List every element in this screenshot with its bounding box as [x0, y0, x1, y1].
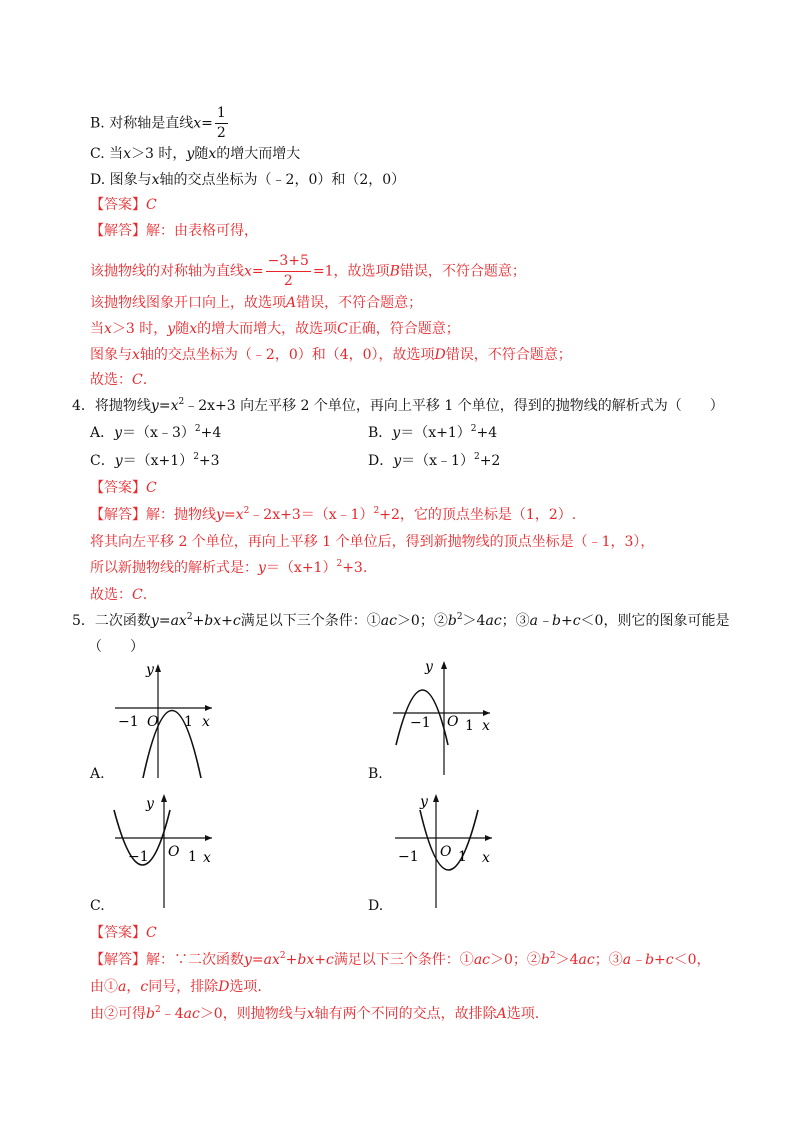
graph-c — [110, 790, 220, 910]
q3-solution-line-4: 当x＞3 时，y随x的增大而增大，故选项C正确，符合题意； — [90, 321, 460, 337]
x-axis-arrow — [205, 705, 212, 711]
fraction: $\frac{-3+5}{2}$ — [267, 253, 309, 289]
tick-neg1: −1 — [398, 849, 419, 865]
q5-solution-line-3: 由②可得$b^2﹣4ac>0$，则抛物线与x轴有两个不同的交点，故排除A选项. — [90, 1005, 540, 1022]
graph-b-label: B. — [368, 766, 383, 782]
q4-option-a: A．y＝（x﹣3）$^2$+4 — [90, 424, 222, 441]
q4-option-b: B．$y=(x+1)^2+4$ — [368, 424, 498, 441]
graph-b — [388, 655, 498, 777]
tick-neg1: −1 — [128, 849, 149, 865]
q4-solution-line-4: 故选：C. — [90, 587, 148, 603]
x-axis-arrow — [485, 835, 492, 841]
graph-d-plot — [390, 790, 500, 910]
graph-c-label: C. — [90, 898, 105, 914]
y-axis-label: y — [146, 796, 154, 812]
graph-c-plot — [110, 790, 220, 910]
q5-stem: 5．二次函数$y=ax^2+bx+c$满足以下三个条件：①ac＞0；$②b^2>4ac$；③a﹣b+c＜0，则它的图象可能是 — [72, 612, 730, 629]
q5-answer: 【答案】C — [90, 925, 157, 941]
q3-solution-line-2: 该抛物线的对称轴为直线x= $\frac{-3+5}{2}$ =1，故选项B错误，不符合题意； — [90, 253, 526, 289]
graph-d-label: D. — [368, 898, 384, 914]
q4-stem: 4．将抛物线$y=x^2﹣2x+3$ 向左平移 2 个单位，再向上平移 1 个单位，得到的抛物线的解析式为（ ） — [72, 397, 724, 414]
tick-1: 1 — [465, 718, 474, 734]
origin-label: O — [168, 844, 180, 860]
q3-option-d: D. 图象与x轴的交点坐标为（﹣2，0）和（2，0） — [90, 172, 406, 188]
x-axis-label: x — [203, 850, 211, 866]
x-axis-label: x — [482, 850, 490, 866]
graph-b-plot — [388, 655, 498, 777]
q4-solution-line-2: 将其向左平移 2 个单位，再向上平移 1 个单位后，得到新抛物线的顶点坐标是（﹣1，3）， — [90, 534, 655, 550]
origin-label: O — [147, 714, 159, 730]
q3-option-c: C. 当x＞3 时，y随x的增大而增大 — [90, 146, 301, 162]
q4-option-d: D．y＝（x﹣1）$^2$+2 — [368, 452, 501, 469]
y-axis-arrow — [433, 794, 439, 802]
graph-a-label: A. — [90, 766, 105, 782]
graph-a-plot — [110, 658, 220, 780]
q3-solution-line-1: 【解答】解：由表格可得， — [90, 223, 258, 239]
q4-answer: 【答案】C — [90, 480, 157, 496]
y-axis-arrow — [155, 664, 161, 672]
graph-a — [110, 658, 220, 780]
y-axis-label: y — [425, 659, 433, 675]
origin-label: O — [440, 844, 452, 860]
q4-solution-line-3: 所以新抛物线的解析式是：$y=(x+1)^2+3$. — [90, 559, 368, 576]
q5-solution-line-2: 由①a，c同号，排除D选项. — [90, 979, 262, 995]
x-axis-arrow — [205, 835, 212, 841]
y-axis-label: y — [420, 794, 428, 810]
q3-solution-line-3: 该抛物线图象开口向上，故选项A错误，不符合题意； — [90, 295, 423, 311]
fraction: $\frac{1}{2}$ — [216, 105, 226, 141]
graph-d — [390, 790, 500, 910]
q3-solution-line-6: 故选：C. — [90, 372, 148, 388]
q3-option-b: B. 对称轴是直线x= $\frac{1}{2}$ — [90, 105, 226, 141]
tick-neg1: −1 — [118, 714, 139, 730]
tick-1: 1 — [188, 849, 197, 865]
q4-option-c: C．$y=(x+1)^2+3$ — [90, 452, 220, 469]
q3-answer: 【答案】C — [90, 197, 157, 213]
origin-label: O — [447, 714, 459, 730]
x-axis-label: x — [482, 718, 490, 734]
q4-solution-line-1: 【解答】解：抛物线$y=x^2﹣2x+3=(x﹣1)^2+2$，它的顶点坐标是（1，2）. — [90, 506, 577, 523]
y-axis-arrow — [161, 794, 167, 802]
y-axis-arrow — [441, 661, 447, 669]
tick-1: 1 — [184, 714, 193, 730]
y-axis-label: y — [146, 662, 154, 678]
q5-stem-paren: （ ） — [88, 639, 144, 655]
q3-solution-line-5: 图象与x轴的交点坐标为（﹣2，0）和（4，0），故选项D错误，不符合题意； — [90, 347, 572, 363]
parabola-curve — [420, 810, 478, 870]
x-axis-arrow — [483, 710, 490, 716]
tick-neg1: −1 — [410, 715, 431, 731]
q5-solution-line-1: 【解答】解：∵二次函数$y=ax^2+bx+c$满足以下三个条件：①ac＞0；$②b^2>4ac$；③a﹣b+c＜0， — [90, 951, 711, 968]
tick-1: 1 — [458, 849, 467, 865]
x-axis-label: x — [202, 714, 210, 730]
